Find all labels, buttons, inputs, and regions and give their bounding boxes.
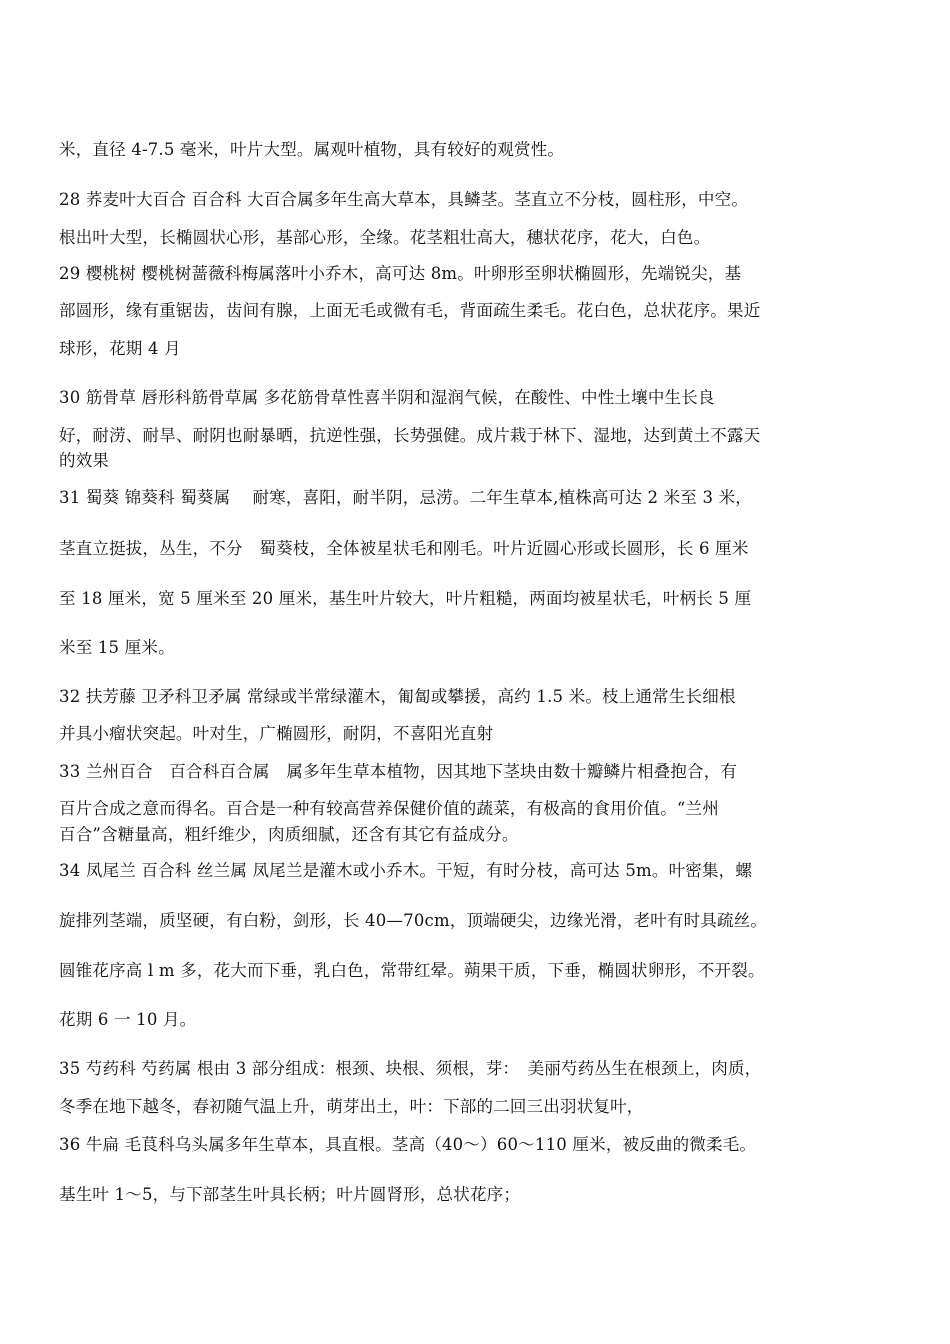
text-line: 米至 15 厘米。: [59, 638, 175, 657]
text-line: 的效果: [59, 451, 110, 470]
text-line: 百合”含糖量高，粗纤维少，肉质细腻，还含有其它有益成分。: [59, 825, 519, 844]
text-line: 28 荞麦叶大百合 百合科 大百合属多年生高大草本，具鳞茎。茎直立不分枝，圆柱形，中空。: [59, 190, 749, 209]
text-line: 花期 6 一 10 月。: [59, 1010, 197, 1029]
text-line: 米，直径 4-7.5 毫米，叶片大型。属观叶植物，具有较好的观赏性。: [59, 140, 565, 159]
text-line: 冬季在地下越冬，春初随气温上升，萌芽出土，叶：下部的二回三出羽状复叶，: [59, 1097, 644, 1116]
text-line: 36 牛扁 毛茛科乌头属多年生草本，具直根。茎高（40～）60～110 厘米，被反曲的微柔毛。: [59, 1135, 757, 1154]
text-line: 旋排列茎端，质坚硬，有白粉，剑形，长 40—70cm，顶端硬尖，边缘光滑，老叶有时具疏丝。: [59, 911, 768, 930]
text-line: 31 蜀葵 锦葵科 蜀葵属 耐寒，喜阳，耐半阴，忌涝。二年生草本,植株高可达 2 米至 3 米，: [59, 488, 752, 507]
text-line: 球形，花期 4 月: [59, 339, 181, 358]
text-line: 34 凤尾兰 百合科 丝兰属 凤尾兰是灌木或小乔木。干短，有时分枝，高可达 5m。叶密集，螺: [59, 861, 753, 880]
text-line: 根出叶大型，长椭圆状心形，基部心形，全缘。花茎粗壮高大，穗状花序，花大，白色。: [59, 228, 711, 247]
text-line: 29 樱桃树 樱桃树蔷薇科梅属落叶小乔木，高可达 8m。叶卵形至卵状椭圆形，先端锐尖，基: [59, 264, 742, 283]
text-line: 茎直立挺拔，丛生，不分 蜀葵枝，全体被星状毛和刚毛。叶片近圆心形或长圆形，长 6 厘米: [59, 539, 749, 558]
text-line: 35 芍药科 芍药属 根由 3 部分组成：根颈、块根、须根，芽： 美丽芍药丛生在根颈上，肉质，: [59, 1059, 762, 1078]
text-line: 百片合成之意而得名。百合是一种有较高营养保健价值的蔬菜，有极高的食用价值。“兰州: [59, 799, 719, 818]
text-line: 部圆形，缘有重锯齿，齿间有腺，上面无毛或微有毛，背面疏生柔毛。花白色，总状花序。果近: [59, 301, 761, 320]
text-line: 30 筋骨草 唇形科筋骨草属 多花筋骨草性喜半阴和湿润气候，在酸性、中性土壤中生长良: [59, 388, 715, 407]
text-line: 并具小瘤状突起。叶对生，广椭圆形，耐阴，不喜阳光直射: [59, 724, 494, 743]
text-line: 基生叶 1～5，与下部茎生叶具长柄；叶片圆肾形，总状花序；: [59, 1185, 521, 1204]
text-line: 圆锥花序高 l m 多，花大而下垂，乳白色，常带红晕。蒴果干质，下垂，椭圆状卵形，不开裂。: [59, 961, 765, 980]
text-line: 33 兰州百合 百合科百合属 属多年生草本植物，因其地下茎块由数十瓣鳞片相叠抱合，有: [59, 762, 738, 781]
text-line: 至 18 厘米，宽 5 厘米至 20 厘米，基生叶片较大，叶片粗糙，两面均被星状毛，叶柄长 5 厘: [59, 589, 752, 608]
text-line: 32 扶芳藤 卫矛科卫矛属 常绿或半常绿灌木，匍匐或攀援，高约 1.5 米。枝上通常生长细根: [59, 687, 736, 706]
text-line: 好，耐涝、耐旱、耐阴也耐暴晒，抗逆性强，长势强健。成片栽于林下、湿地，达到黄土不露天: [59, 426, 761, 445]
